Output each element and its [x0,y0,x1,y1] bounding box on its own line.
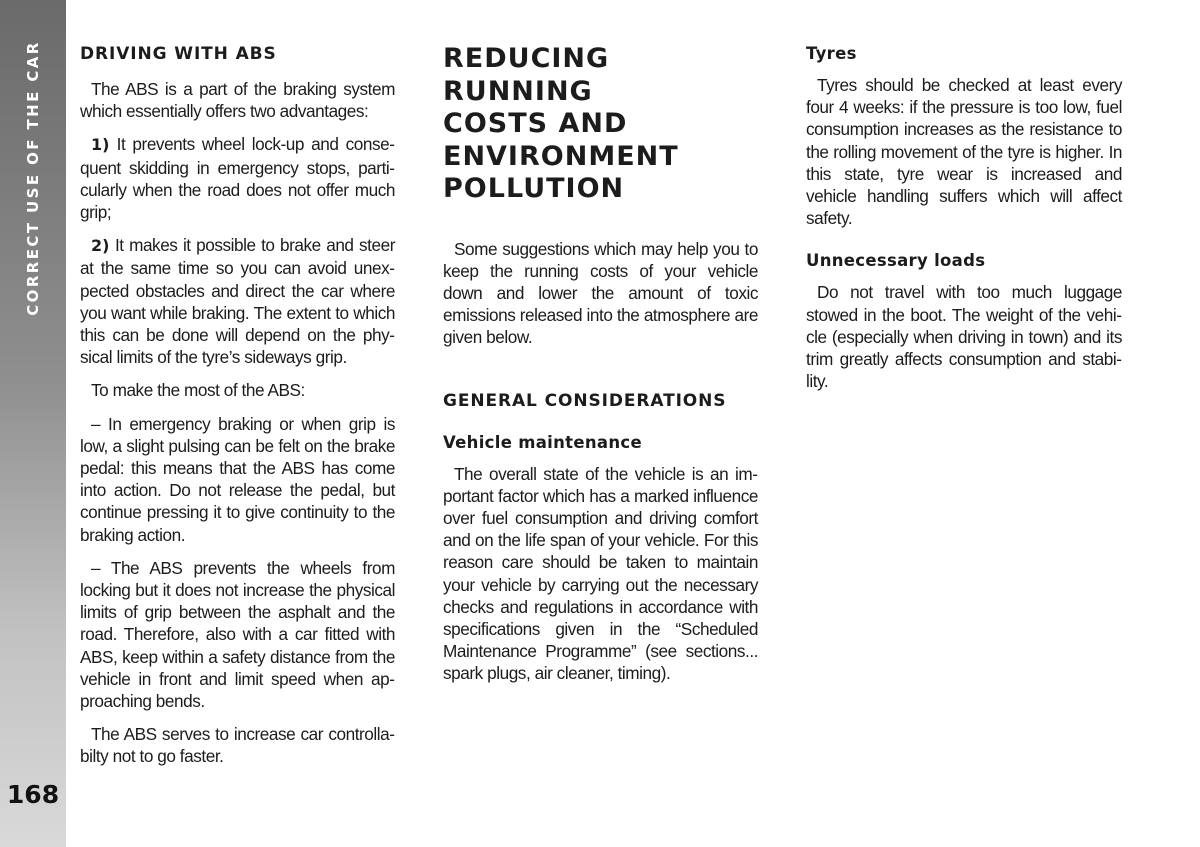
title-line-4: POLLUTION [443,173,625,204]
abs-advantage-2 [80,234,395,368]
heading-unnecessary-loads: Unnecessary loads [806,251,986,271]
column-running-costs [443,42,758,696]
abs-dash-item-1: – In emergency braking or when grip is low, a slight pulsing can be felt on the brake pedal: this means that the ABS has come into action. Do not release the pedal, but continue pressing it to give continuity to the braking action. [80,413,395,545]
vehicle-maintenance-text: The overall state of the vehicle is an important factor which has a marked influence over fuel consumption and driving comfort and on the life span of your vehicle. For this reason care should be taken to maintain your vehicle by carrying out the necessary checks and regulations in accordance with specifications given in the “Scheduled Maintenance Programme” (see sections... spark plugs, air cleaner, timing). [443,463,758,684]
page-title [443,43,758,206]
heading-driving-with-abs: DRIVING WITH ABS [80,44,277,64]
advantage-1-text: It prevents wheel lock-up and consequent skidding in emergency stops, particularly when the road does not offer much grip; [80,134,395,223]
advantage-1-number: 1) [91,135,110,155]
abs-dash-item-2: – The ABS prevents the wheels from locking but it does not increase the physical limits of grip between the asphalt and the road. Therefore, also with a car fitted with ABS, keep within a safety distance from the vehicle in front and limit speed when approaching bends. [80,557,395,712]
advantage-2-text: It makes it possible to brake and steer at the same time so you can avoid unexpected obstacles and direct the car where you want while braking. The extent to which this can be done will depend on the physical limits of the tyre’s sideways grip. [80,235,395,368]
page-number: 168 [6,780,60,809]
heading-general-considerations: GENERAL CONSIDERATIONS [443,390,727,411]
abs-closing: The ABS serves to increase car controllabilty not to go faster. [80,724,395,767]
section-label: CORRECT USE OF THE CAR [24,40,42,316]
heading-tyres: Tyres [806,44,857,63]
title-line-3: ENVIRONMENT [443,140,679,172]
column-abs [80,42,395,779]
title-line-2: COSTS AND [443,108,628,139]
tyres-text: Tyres should be checked at least every four 4 weeks: if the pressure is too low, fuel consumption increases as the resistance to the rolling movement of the tyre is higher. In this state, tyre wear is increased and vehicle handling suffers which will affect safety. [806,75,1122,229]
sidebar [0,0,66,847]
abs-intro: The ABS is a part of the braking system which essentially offers two advantages: [80,79,395,122]
title-line-1: REDUCING RUNNING [443,43,610,107]
unnecessary-loads-text: Do not travel with too much luggage stowed in the boot. The weight of the vehicle (especially when driving in town) and its trim greatly affects consumption and stability. [806,282,1122,392]
running-costs-intro: Some suggestions which may help you to keep the running costs of your vehicle down and lower the amount of toxic emissions released into the atmosphere are given below. [443,238,758,348]
abs-advantage-1 [80,133,395,223]
column-tyres-loads [806,42,1122,403]
abs-make-most: To make the most of the ABS: [91,380,305,401]
heading-vehicle-maintenance: Vehicle maintenance [443,432,642,452]
advantage-2-number: 2) [91,236,110,256]
